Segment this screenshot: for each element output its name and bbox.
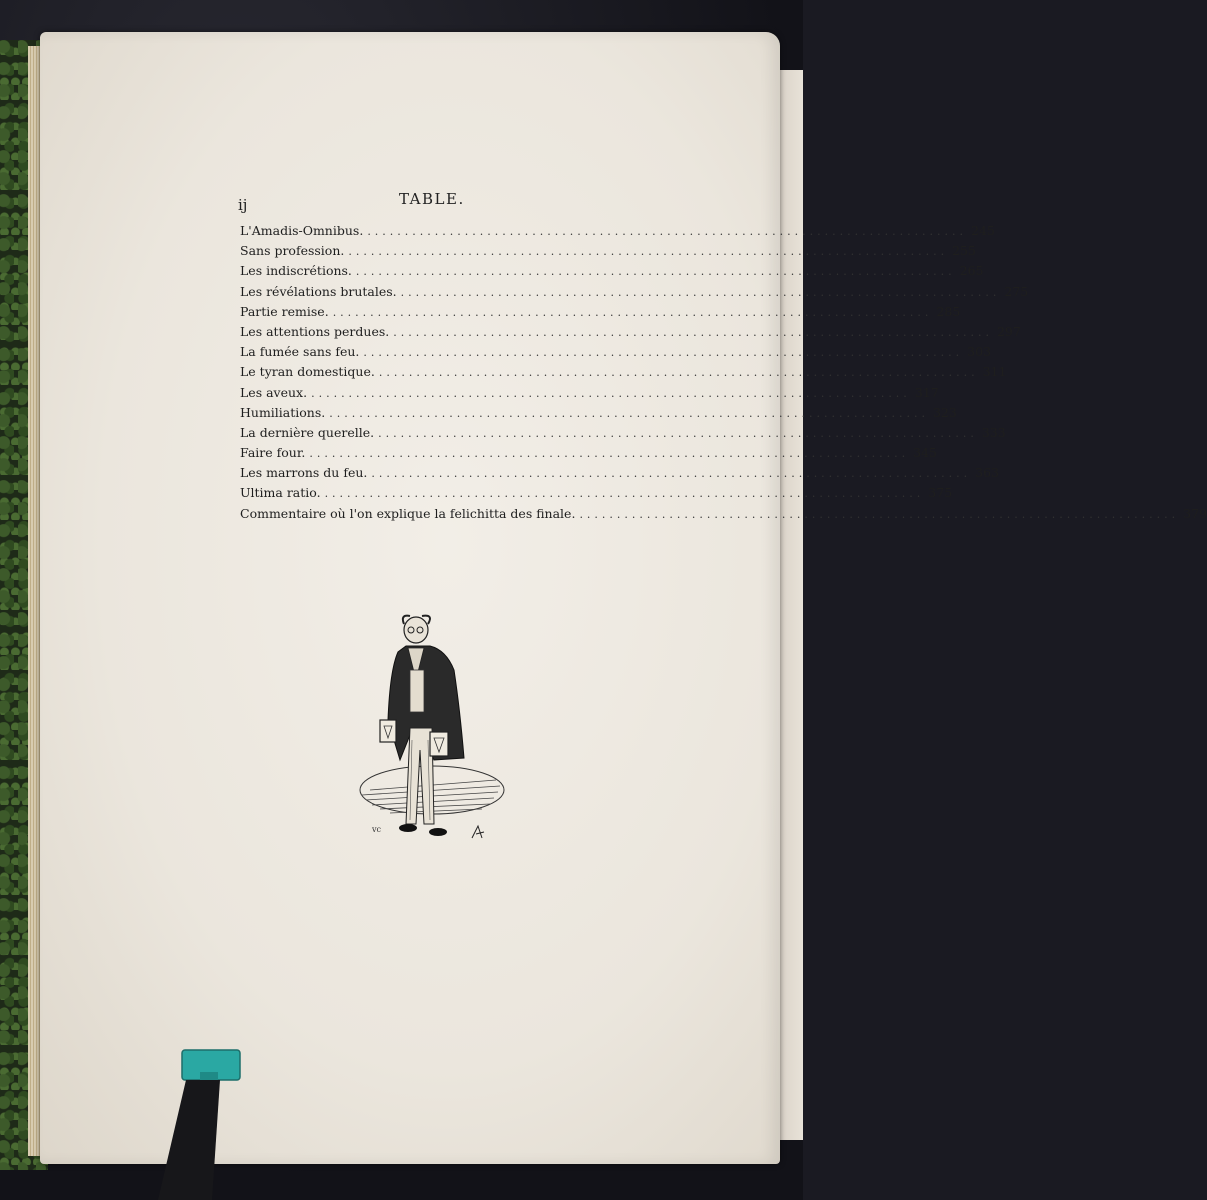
toc-entry-title: Humiliations.: [240, 404, 326, 420]
toc-entry-page-number: 255: [952, 243, 976, 259]
toc-entry-page-number: 375: [928, 485, 953, 501]
toc-entry-title: Commentaire où l'on explique la felichitta des finale.: [240, 505, 576, 521]
toc-entry-page-number: 265: [959, 263, 984, 279]
toc-entry-page-number: 311: [982, 364, 1007, 380]
toc-entry: [240, 302, 961, 322]
toc-leader-dots: ................................................................................: [348, 245, 949, 259]
toc-leader-dots: ................................................................................: [378, 426, 978, 440]
toc-leader-dots: ................................................................................: [579, 507, 1180, 521]
toc-entry-title: Sans profession.: [240, 243, 345, 259]
toc-entry-title: Ultima ratio.: [240, 485, 321, 501]
toc-entry-title: La fumée sans feu.: [240, 344, 360, 360]
toc-entry: [240, 403, 957, 423]
toc-entry: [240, 483, 953, 503]
toc-leader-dots: ................................................................................: [367, 225, 968, 238]
toc-entry-page-number: 297: [996, 323, 1021, 339]
toc-entry: [240, 463, 999, 483]
toc-leader-dots: ................................................................................: [363, 346, 964, 360]
toc-entry: [240, 362, 1007, 382]
toc-entry: [240, 342, 991, 362]
toc-entry-page-number: 345: [913, 445, 937, 461]
toc-entry: [240, 443, 937, 463]
toc-entry-title: L'Amadis-Omnibus.: [240, 223, 364, 238]
toc-leader-dots: ................................................................................: [332, 305, 933, 319]
page-clip-icon: [158, 1048, 240, 1200]
page-title: TABLE.: [399, 190, 465, 208]
toc-entry-title: Partie remise.: [240, 303, 329, 319]
toc-leader-dots: ................................................................................: [400, 285, 1001, 299]
toc-entry-page-number: 379: [1183, 505, 1207, 521]
toc-entry-title: Les attentions perdues.: [240, 323, 390, 339]
toc-entry-page-number: 333: [981, 424, 1006, 440]
toc-leader-dots: ................................................................................: [329, 406, 929, 420]
toc-entry-title: Les marrons du feu.: [240, 465, 368, 481]
toc-entry-title: La dernière querelle.: [240, 424, 375, 440]
toc-entry-title: Les aveux.: [240, 384, 308, 400]
engraved-gentleman-figure-icon: [350, 610, 510, 855]
page-folio: ij: [238, 196, 248, 214]
svg-text:vc: vc: [372, 825, 381, 834]
toc-leader-dots: ................................................................................: [311, 386, 911, 400]
toc-entry-page-number: 363: [975, 465, 999, 481]
toc-entry: [240, 221, 995, 241]
toc-entry-title: Les indiscrétions.: [240, 263, 352, 279]
toc-entry: [240, 504, 1207, 524]
toc-entry-page-number: 275: [1004, 283, 1029, 299]
toc-entry: [240, 322, 1021, 342]
toc-entry: [240, 383, 939, 403]
toc-entry: [240, 282, 1029, 302]
table-of-contents: [240, 221, 1207, 524]
toc-leader-dots: ................................................................................: [309, 447, 910, 461]
toc-entry-page-number: 245: [971, 223, 995, 238]
toc-entry: [240, 261, 984, 281]
toc-entry: [240, 241, 976, 261]
toc-entry-page-number: 323: [932, 404, 957, 420]
toc-leader-dots: ................................................................................: [371, 467, 972, 481]
toc-leader-dots: ................................................................................: [393, 325, 993, 339]
toc-entry: [240, 423, 1006, 443]
toc-entry-title: Faire four.: [240, 445, 306, 461]
toc-entry-page-number: 285: [936, 303, 961, 319]
toc-leader-dots: ................................................................................: [378, 366, 979, 380]
toc-leader-dots: ................................................................................: [355, 265, 956, 279]
toc-entry-page-number: 303: [967, 344, 991, 360]
toc-entry-page-number: 317: [914, 384, 939, 400]
toc-leader-dots: ................................................................................: [324, 487, 925, 501]
toc-entry-title: Les révélations brutales.: [240, 283, 397, 299]
toc-entry-title: Le tyran domestique.: [240, 364, 375, 380]
